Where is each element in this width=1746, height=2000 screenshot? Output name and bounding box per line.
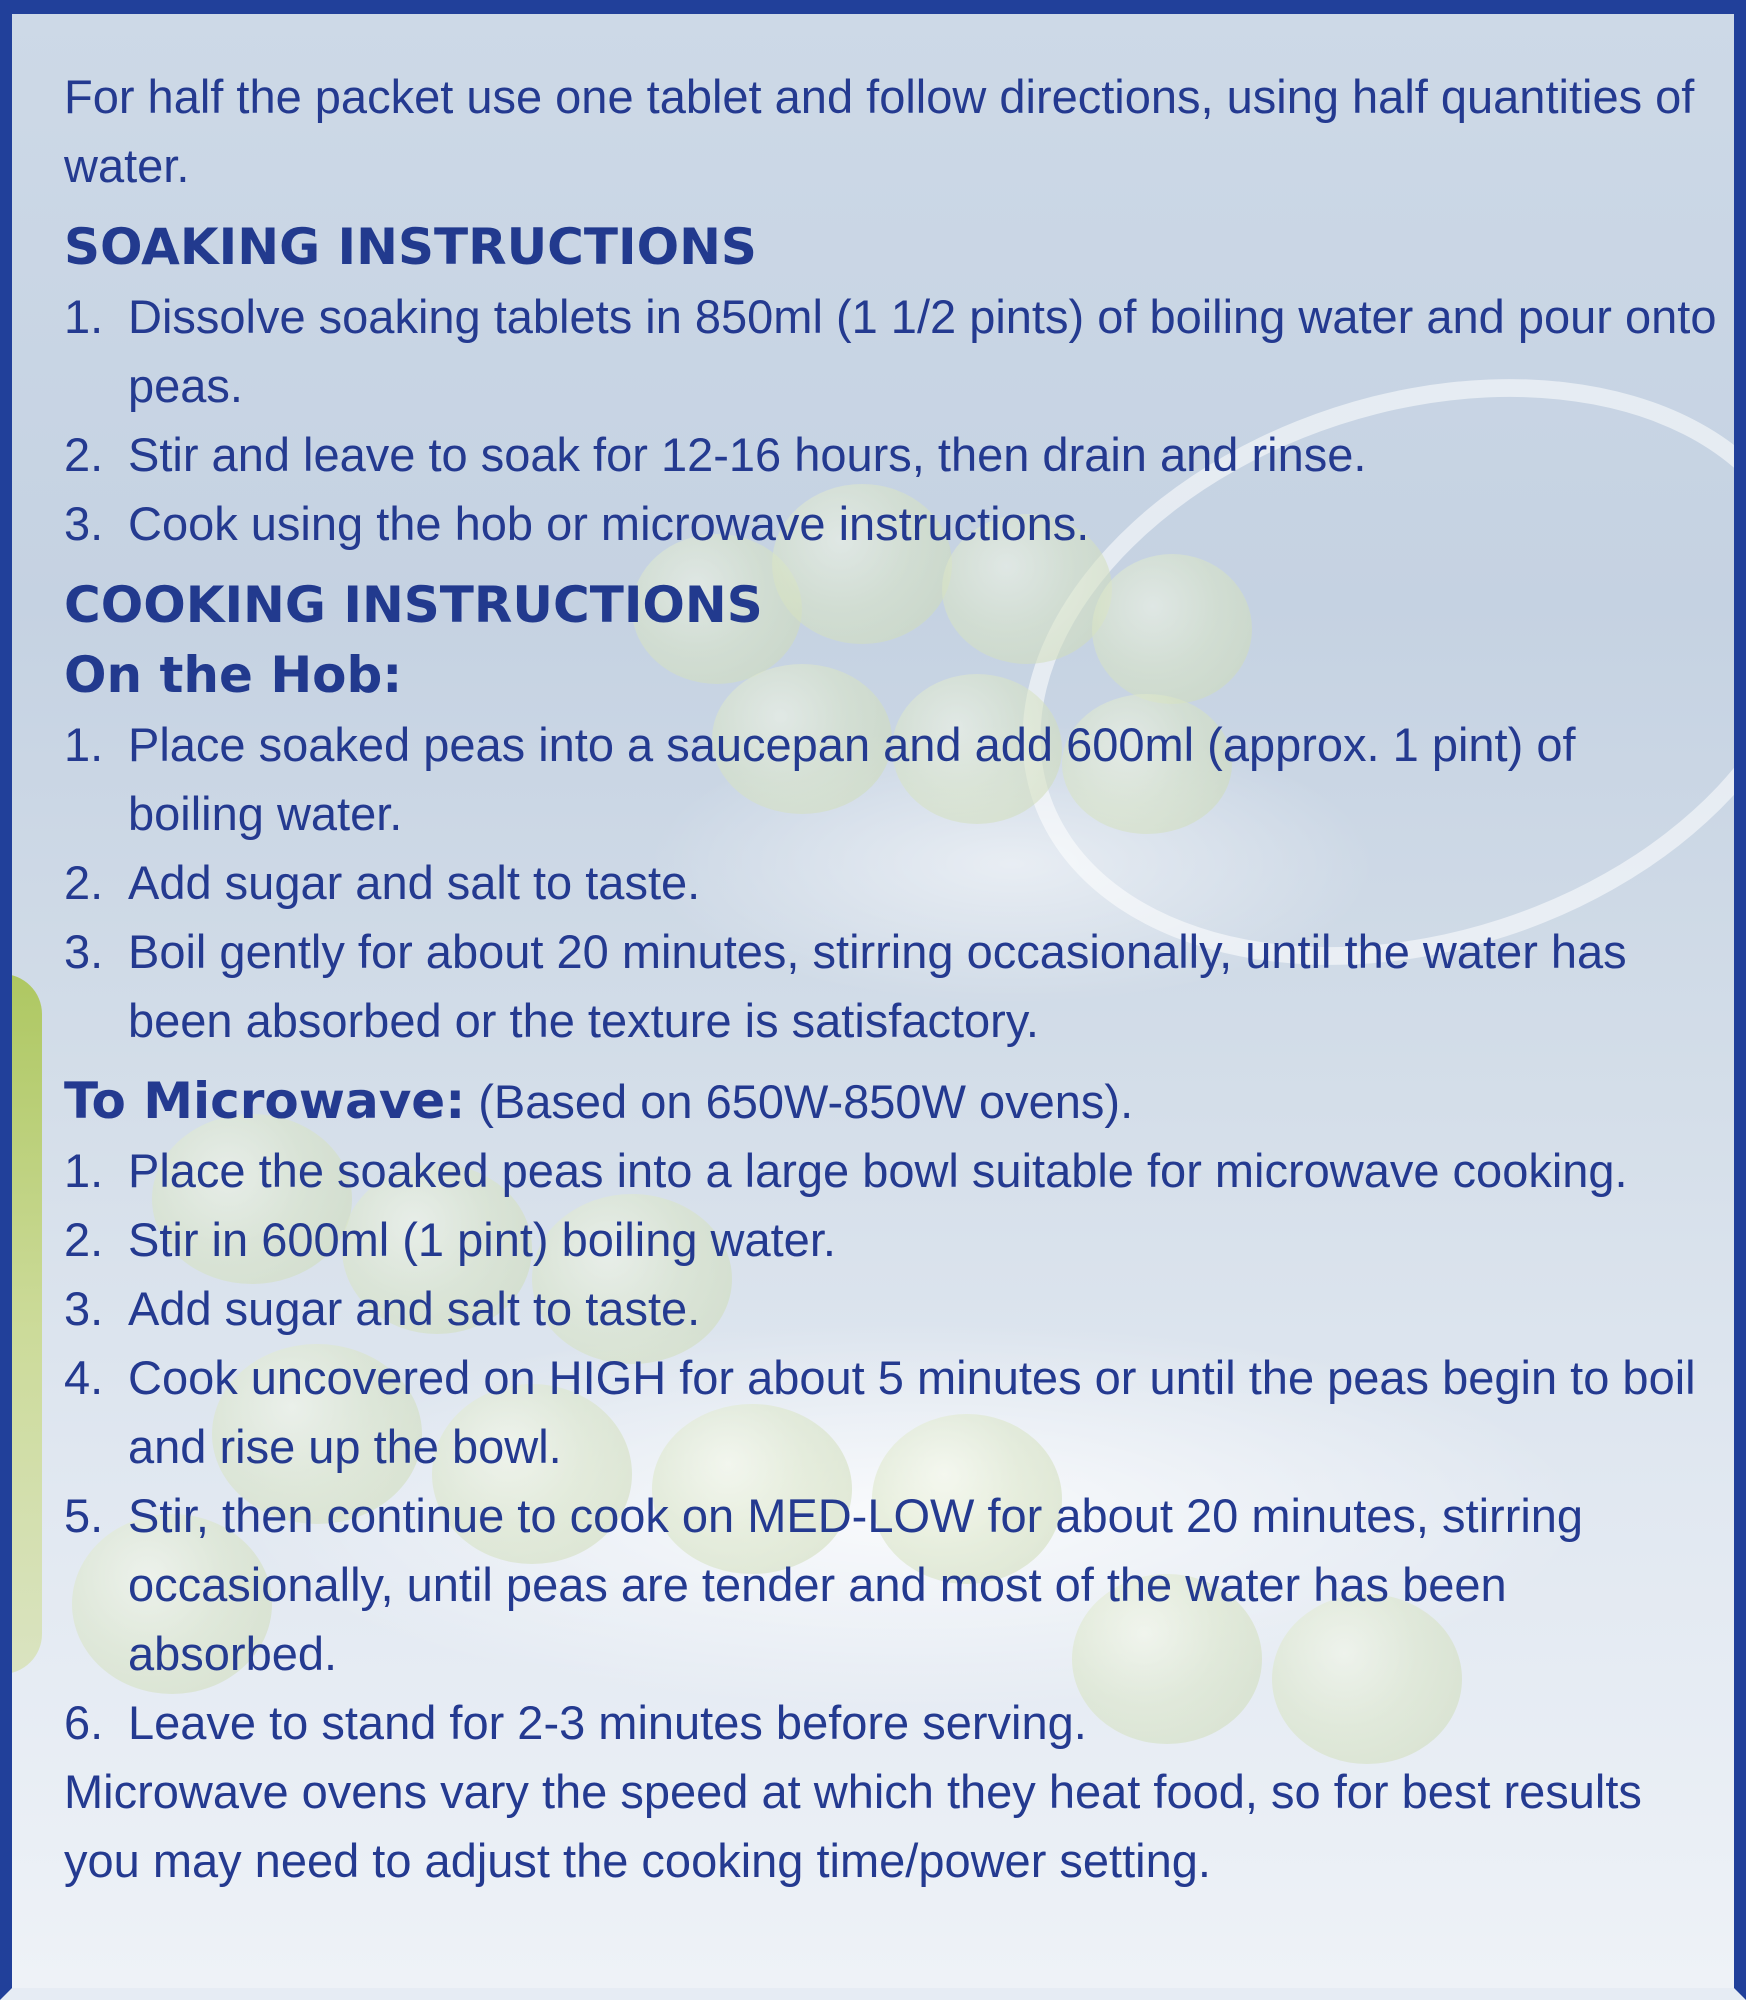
step-number: 2. <box>64 856 104 909</box>
list-item <box>64 1688 1724 1757</box>
list-item <box>64 1343 1724 1481</box>
step-number: 5. <box>64 1489 104 1542</box>
cooking-heading: COOKING INSTRUCTIONS <box>64 576 763 634</box>
background-peas-green <box>0 974 42 1674</box>
step-number: 3. <box>64 497 104 550</box>
hob-steps <box>64 710 1724 1055</box>
list-item <box>64 1274 1724 1343</box>
list-item <box>64 1205 1724 1274</box>
soaking-heading: SOAKING INSTRUCTIONS <box>64 218 757 276</box>
list-item <box>64 710 1724 848</box>
step-text: Stir and leave to soak for 12-16 hours, then drain and rinse. <box>128 428 1367 481</box>
soaking-steps <box>64 282 1724 558</box>
step-number: 3. <box>64 925 104 978</box>
step-text: Cook uncovered on HIGH for about 5 minutes or until the peas begin to boil and rise up the bowl. <box>128 1351 1696 1473</box>
step-number: 1. <box>64 718 104 771</box>
step-number: 1. <box>64 1144 104 1197</box>
step-text: Cook using the hob or microwave instructions. <box>128 497 1090 550</box>
hob-heading: On the Hob: <box>64 646 403 704</box>
step-number: 6. <box>64 1696 104 1749</box>
step-text: Add sugar and salt to taste. <box>128 856 701 909</box>
microwave-heading: To Microwave: <box>64 1072 466 1130</box>
step-text: Stir, then continue to cook on MED-LOW for about 20 minutes, stirring occasionally, until peas are tender and most of the water has been absorbed. <box>128 1489 1584 1680</box>
instructions-text <box>64 62 1724 1895</box>
step-text: Dissolve soaking tablets in 850ml (1 1/2 pints) of boiling water and pour onto peas. <box>128 290 1717 412</box>
step-number: 3. <box>64 1282 104 1335</box>
step-number: 2. <box>64 1213 104 1266</box>
step-text: Place the soaked peas into a large bowl suitable for microwave cooking. <box>128 1144 1628 1197</box>
step-text: Stir in 600ml (1 pint) boiling water. <box>128 1213 836 1266</box>
microwave-heading-line <box>64 1067 1724 1136</box>
list-item <box>64 848 1724 917</box>
list-item <box>64 420 1724 489</box>
step-text: Leave to stand for 2-3 minutes before serving. <box>128 1696 1087 1749</box>
step-number: 1. <box>64 290 104 343</box>
microwave-note: (Based on 650W-850W ovens). <box>478 1075 1134 1128</box>
step-text: Place soaked peas into a saucepan and add 600ml (approx. 1 pint) of boiling water. <box>128 718 1576 840</box>
list-item <box>64 1136 1724 1205</box>
list-item <box>64 282 1724 420</box>
step-text: Boil gently for about 20 minutes, stirring occasionally, until the water has been absorbed or the texture is satisfactory. <box>128 925 1627 1047</box>
list-item <box>64 1481 1724 1688</box>
step-number: 2. <box>64 428 104 481</box>
microwave-steps <box>64 1136 1724 1757</box>
list-item <box>64 917 1724 1055</box>
step-number: 4. <box>64 1351 104 1404</box>
step-text: Add sugar and salt to taste. <box>128 1282 701 1335</box>
list-item <box>64 489 1724 558</box>
intro-text: For half the packet use one tablet and follow directions, using half quantities of water. <box>64 70 1695 192</box>
microwave-disclaimer: Microwave ovens vary the speed at which they heat food, so for best results you may need to adjust the cooking time/power setting. <box>64 1765 1642 1887</box>
